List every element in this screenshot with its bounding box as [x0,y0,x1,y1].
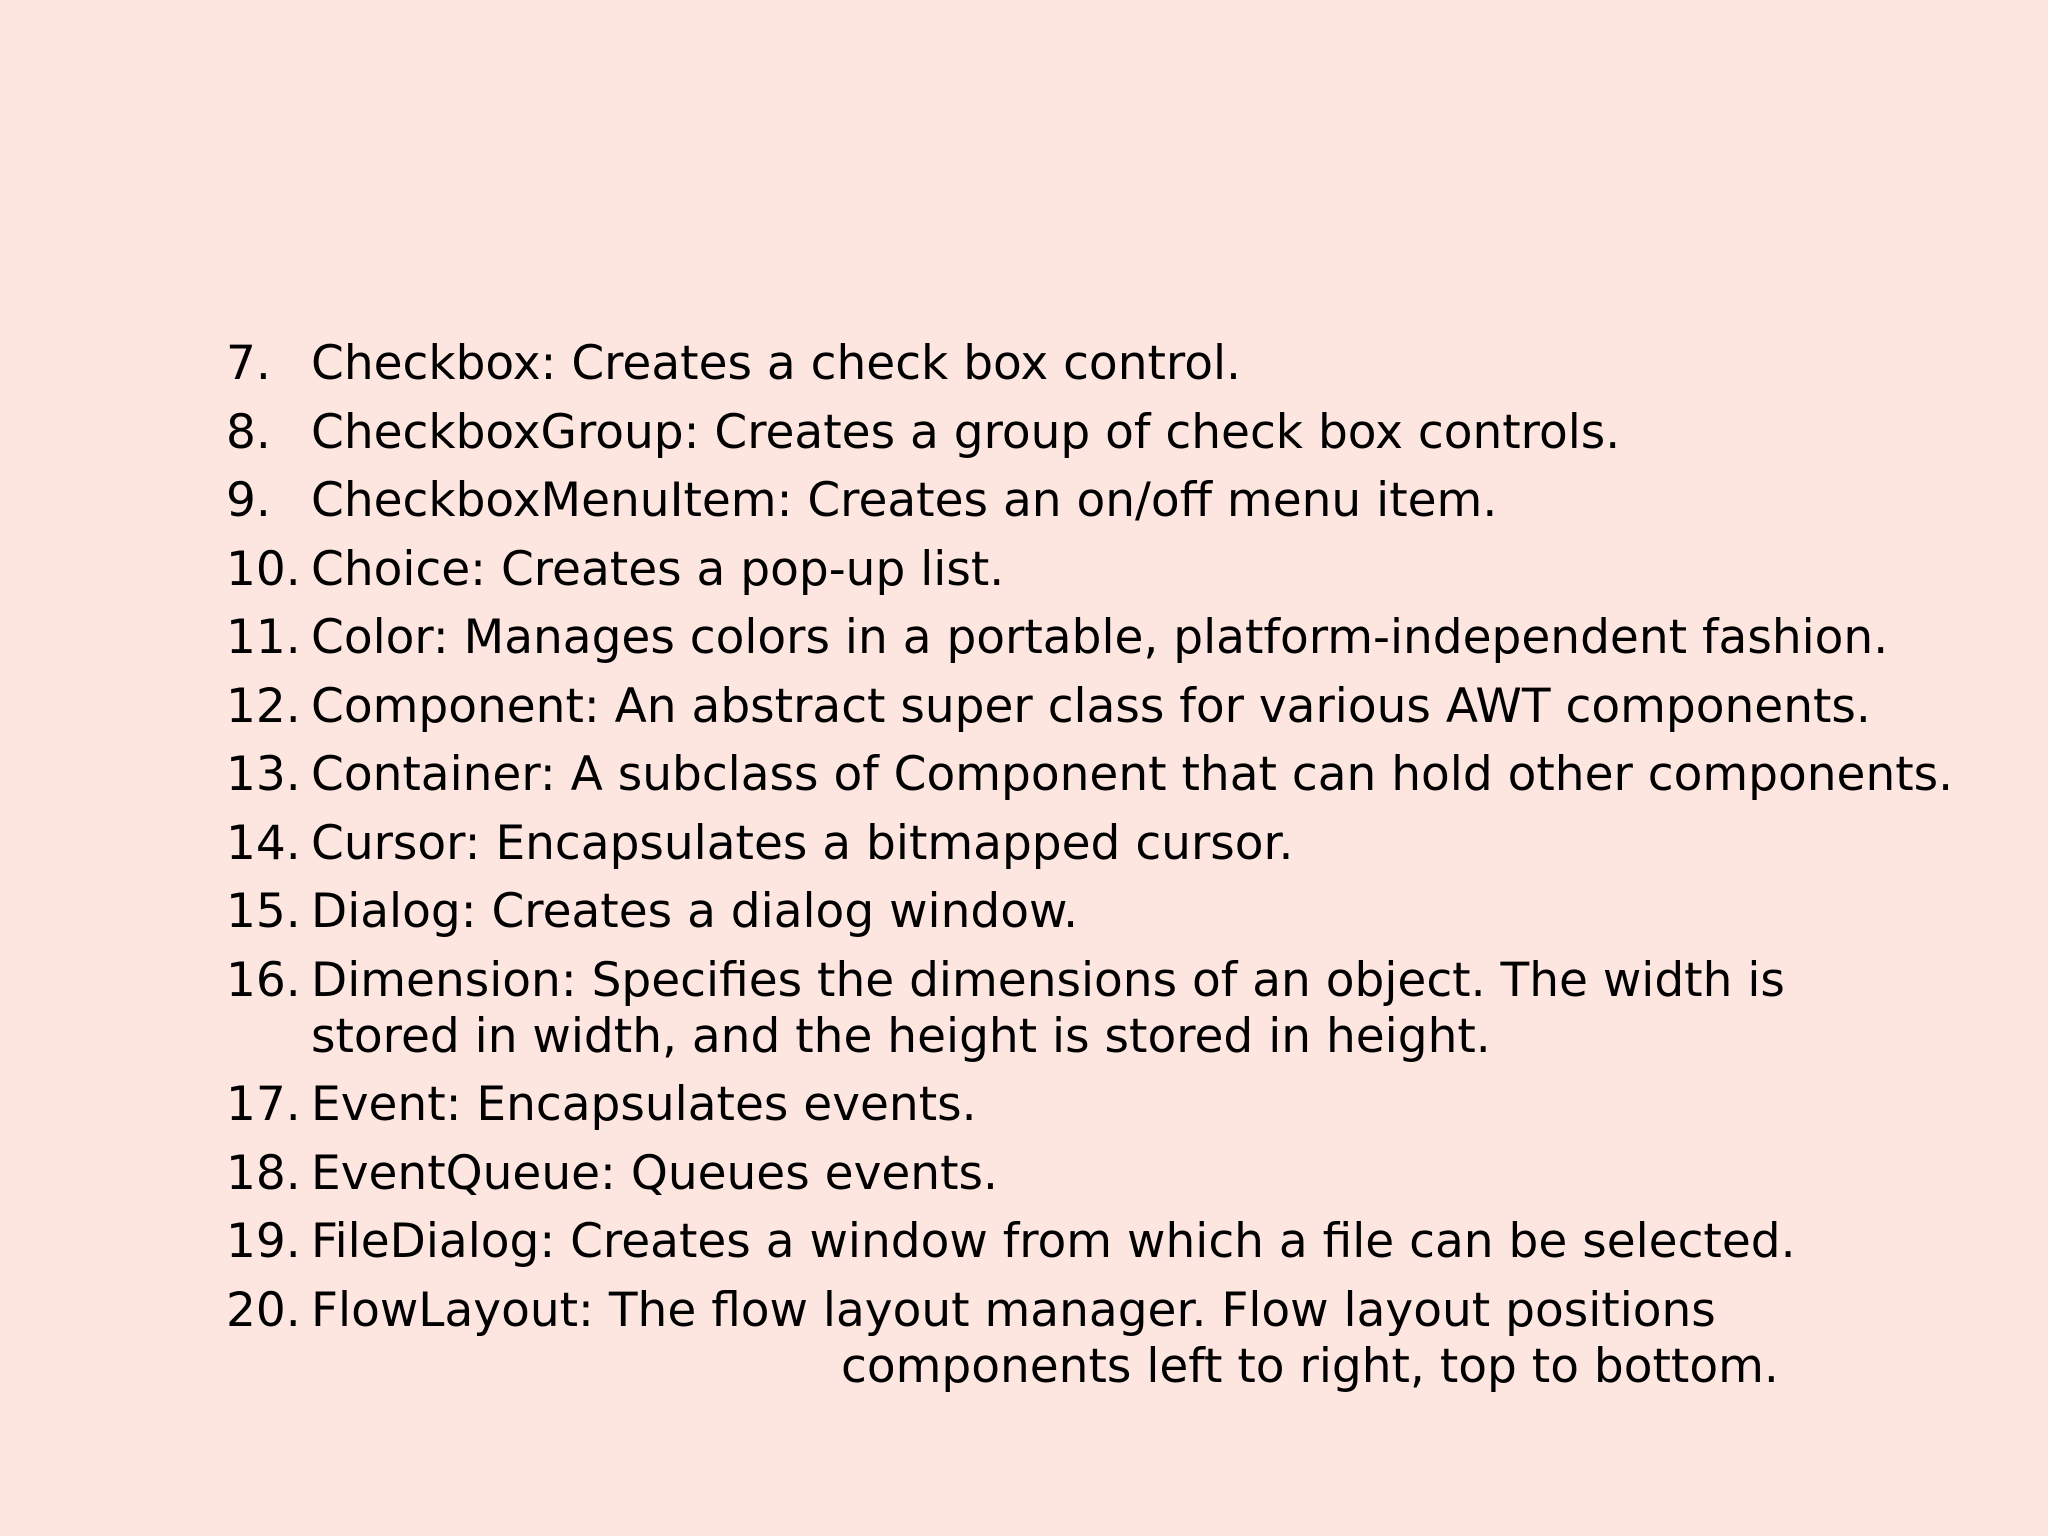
list-item [226,816,2026,872]
item-number: 20. [226,1282,301,1338]
item-number: 17. [226,1077,301,1132]
item-number: 12. [226,678,301,734]
item-text: EventQueue: Queues events. [311,1145,998,1201]
item-text: CheckboxGroup: Creates a group of check box controls. [311,404,1621,460]
list-item [226,405,2026,461]
item-number: 15. [226,884,301,939]
item-text: Cursor: Encapsulates a bitmapped cursor. [311,815,1294,871]
item-number: 9. [226,473,271,528]
list-item [226,610,2026,666]
item-number: 7. [226,336,271,391]
item-text: Checkbox: Creates a check box control. [311,336,1241,391]
item-text: CheckboxMenuItem: Creates an on/off menu item. [311,473,1498,528]
list-item [226,542,2026,598]
item-text: FlowLayout: The flow layout manager. Flow layout positions [311,1282,1716,1338]
item-text: Event: Encapsulates events. [311,1077,977,1132]
list-item [226,1077,2026,1133]
list-item [226,1283,2026,1395]
item-text: Component: An abstract super class for various AWT components. [311,678,1871,734]
list-item [226,473,2026,529]
item-number: 14. [226,815,301,871]
list-item [226,1146,2026,1202]
item-number: 18. [226,1145,301,1201]
list-item [226,953,2026,1065]
item-number: 16. [226,952,301,1008]
list-item [226,679,2026,735]
item-text: Color: Manages colors in a portable, platform-independent fashion. [311,610,1889,665]
item-text: Dialog: Creates a dialog window. [311,884,1079,939]
item-text: Dimension: Specifies the dimensions of an object. The width is [311,952,1785,1008]
list-item [226,747,2026,803]
item-number: 11. [226,610,301,665]
item-text: FileDialog: Creates a window from which a file can be selected. [311,1214,1796,1269]
item-number: 10. [226,541,301,597]
item-text-continuation: stored in width, and the height is stored in height. [311,1008,1491,1064]
item-number: 8. [226,404,271,460]
list-item [226,1214,2026,1270]
item-number: 19. [226,1214,301,1269]
list-item [226,884,2026,940]
item-text: Choice: Creates a pop-up list. [311,541,1005,597]
item-text-continuation: components left to right, top to bottom. [841,1338,1779,1394]
list-item [226,336,2026,392]
item-number: 13. [226,747,301,802]
class-list [226,336,2026,1407]
item-text: Container: A subclass of Component that can hold other components. [311,747,1954,802]
